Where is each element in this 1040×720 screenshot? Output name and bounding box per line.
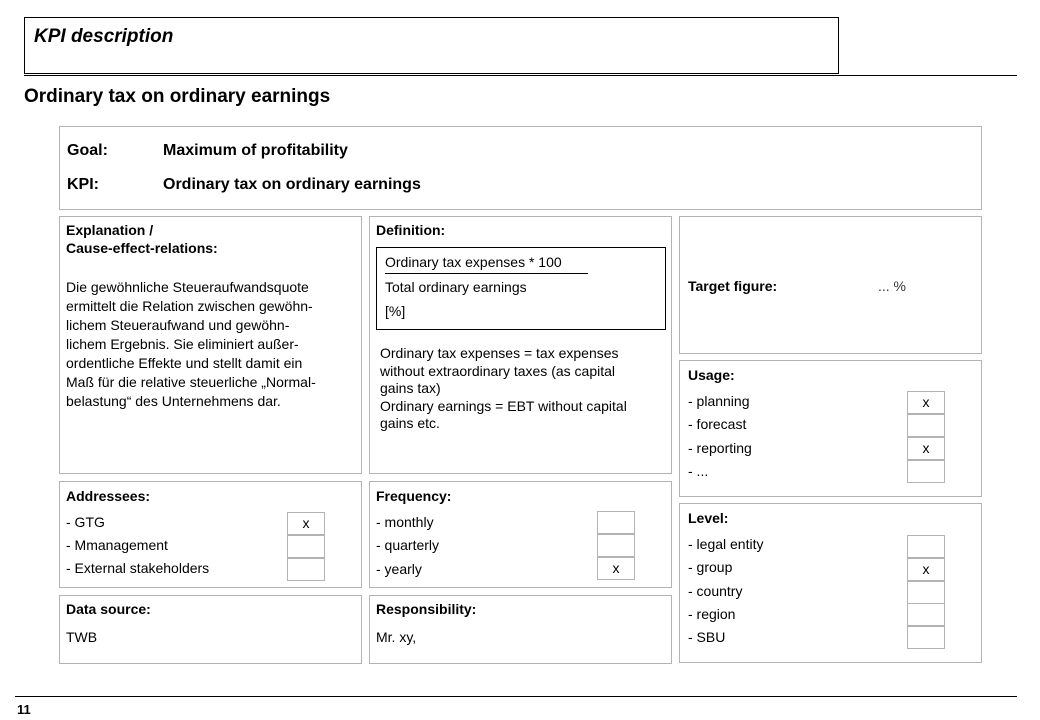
addressee-checkbox[interactable]: x bbox=[287, 512, 325, 535]
explanation-line: belastung“ des Unternehmens dar. bbox=[66, 393, 281, 409]
data-source-panel bbox=[59, 595, 362, 664]
usage-item-label: - planning bbox=[688, 393, 750, 409]
frequency-checkbox[interactable] bbox=[597, 511, 635, 534]
definition-note: Ordinary tax expenses = tax expenses bbox=[380, 345, 619, 361]
level-checkbox[interactable] bbox=[907, 626, 945, 649]
level-checkbox[interactable] bbox=[907, 535, 945, 558]
kpi-label: KPI: bbox=[67, 176, 99, 193]
page-title: KPI description bbox=[34, 26, 174, 47]
explanation-line: Die gewöhnliche Steueraufwandsquote bbox=[66, 279, 309, 295]
responsibility-heading: Responsibility: bbox=[376, 601, 477, 617]
definition-note: Ordinary earnings = EBT without capital bbox=[380, 397, 627, 414]
addressees-panel bbox=[59, 481, 362, 588]
level-checkbox[interactable] bbox=[907, 581, 945, 604]
usage-checkbox[interactable]: x bbox=[907, 437, 945, 460]
addressee-label: - GTG bbox=[66, 514, 105, 530]
explanation-text bbox=[66, 278, 316, 411]
level-label: - region bbox=[688, 606, 736, 622]
goal-panel bbox=[59, 126, 982, 210]
data-source-value: TWB bbox=[66, 629, 98, 645]
goal-label: Goal: bbox=[67, 142, 108, 159]
usage-item-label: - ... bbox=[688, 463, 709, 479]
responsibility-panel bbox=[369, 595, 672, 664]
responsibility-value: Mr. xy, bbox=[376, 629, 417, 645]
explanation-line: ermittelt die Relation zwischen gewöhn- bbox=[66, 298, 313, 314]
addressee-label: - Mmanagement bbox=[66, 537, 168, 553]
frequency-label: - yearly bbox=[376, 561, 422, 577]
level-checkbox[interactable] bbox=[907, 603, 945, 626]
page-number: 11 bbox=[17, 702, 31, 717]
formula-box bbox=[376, 247, 666, 330]
frequency-heading: Frequency: bbox=[376, 488, 452, 504]
definition-note: without extraordinary taxes (as capital bbox=[380, 362, 615, 379]
usage-heading: Usage: bbox=[688, 367, 735, 383]
formula-unit: [%] bbox=[385, 303, 406, 319]
explanation-heading-1: Explanation / bbox=[66, 222, 154, 238]
data-source-heading: Data source: bbox=[66, 601, 151, 617]
fraction-line bbox=[385, 273, 588, 274]
footer-rule bbox=[15, 696, 1017, 697]
level-checkbox[interactable]: x bbox=[907, 558, 945, 581]
formula-denominator: Total ordinary earnings bbox=[385, 279, 527, 295]
frequency-label: - monthly bbox=[376, 514, 434, 530]
addressee-label: - External stakeholders bbox=[66, 560, 210, 576]
explanation-line: lichem Steueraufwand und gewöhn- bbox=[66, 317, 290, 333]
kpi-value: Ordinary tax on ordinary earnings bbox=[163, 176, 421, 193]
level-label: - legal entity bbox=[688, 536, 764, 552]
level-label: - SBU bbox=[688, 629, 726, 645]
level-label: - country bbox=[688, 583, 743, 599]
frequency-label: - quarterly bbox=[376, 537, 440, 553]
definition-panel bbox=[369, 216, 672, 474]
usage-panel bbox=[679, 360, 982, 497]
goal-value: Maximum of profitability bbox=[163, 142, 348, 159]
explanation-line: ordentliche Effekte und stellt damit ein bbox=[66, 355, 303, 371]
explanation-line: Maß für die relative steuerliche „Normal- bbox=[66, 374, 316, 390]
definition-heading: Definition: bbox=[376, 222, 446, 238]
title-box bbox=[24, 17, 839, 74]
usage-item-label: - reporting bbox=[688, 440, 752, 456]
level-heading: Level: bbox=[688, 510, 729, 526]
frequency-checkbox[interactable]: x bbox=[597, 557, 635, 580]
usage-checkbox[interactable] bbox=[907, 414, 945, 437]
target-label: Target figure: bbox=[688, 278, 778, 294]
explanation-heading-2: Cause-effect-relations: bbox=[66, 240, 218, 256]
formula-numerator: Ordinary tax expenses * 100 bbox=[385, 254, 562, 270]
usage-item-label: - forecast bbox=[688, 416, 747, 432]
addressees-heading: Addressees: bbox=[66, 488, 151, 504]
target-panel bbox=[679, 216, 982, 354]
explanation-line: lichem Ergebnis. Sie eliminiert außer- bbox=[66, 336, 299, 352]
frequency-checkbox[interactable] bbox=[597, 534, 635, 557]
usage-checkbox[interactable] bbox=[907, 460, 945, 483]
level-panel bbox=[679, 503, 982, 663]
explanation-panel bbox=[59, 216, 362, 474]
usage-checkbox[interactable]: x bbox=[907, 391, 945, 414]
page-subtitle: Ordinary tax on ordinary earnings bbox=[24, 86, 331, 107]
addressee-checkbox[interactable] bbox=[287, 535, 325, 558]
header-rule bbox=[24, 75, 1017, 76]
level-label: - group bbox=[688, 559, 733, 575]
definition-note: gains etc. bbox=[380, 415, 440, 431]
addressee-checkbox[interactable] bbox=[287, 558, 325, 581]
frequency-panel bbox=[369, 481, 672, 588]
target-value: ... % bbox=[878, 278, 907, 294]
definition-notes bbox=[380, 345, 627, 433]
definition-note: gains tax) bbox=[380, 380, 441, 396]
